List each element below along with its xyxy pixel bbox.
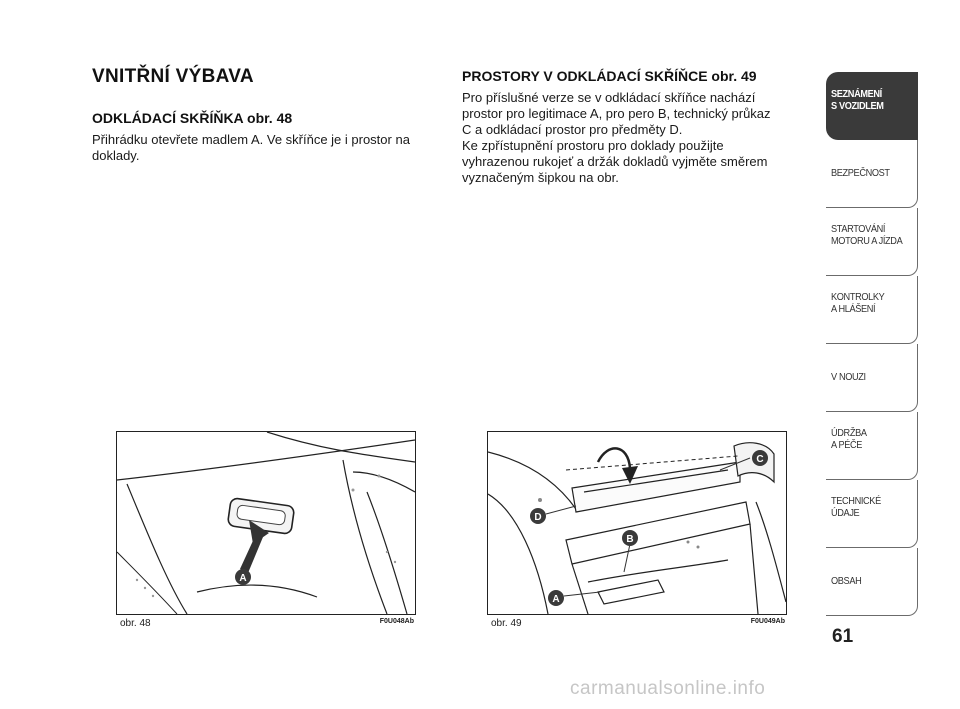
figure-48-caption: obr. 48 (120, 618, 151, 629)
section-title-compartments: PROSTORY V ODKLÁDACÍ SKŘÍŇCE obr. 49 (462, 68, 757, 84)
callout-d (530, 508, 546, 524)
tab-kontrolky[interactable]: KONTROLKY A HLÁŠENÍ (826, 276, 918, 344)
svg-text:A: A (239, 573, 247, 584)
tab-startovani[interactable]: STARTOVÁNÍ MOTORU A JÍZDA (826, 208, 918, 276)
main-title: VNITŘNÍ VÝBAVA (92, 66, 254, 87)
chapter-sidebar (826, 72, 918, 616)
svg-text:D: D (534, 512, 542, 523)
left-column (92, 66, 442, 164)
tab-technicke[interactable]: TECHNICKÉ ÚDAJE (826, 480, 918, 548)
figure-49-caption: obr. 49 (491, 618, 522, 629)
figure-49-illustration (487, 431, 787, 615)
svg-text:A: A (552, 594, 560, 605)
callout-a-49 (548, 590, 564, 606)
section-title-glovebox: ODKLÁDACÍ SKŘÍŇKA obr. 48 (92, 110, 293, 126)
compartments-text: Pro příslušné verze se v odkládací skříňce nachází prostor pro legitimace A, pro pero B, technický průkaz C a odkládací prostor pro předměty D. Ke zpřístupnění prostoru pro doklady použijte vyhrazenou rukojeť a držák dokladů vyjměte směrem vyznačeným šipkou na obr. (462, 90, 771, 185)
figure-48-illustration (116, 431, 416, 615)
callout-c (752, 450, 768, 466)
tab-obsah[interactable]: OBSAH (826, 548, 918, 616)
figure-48-caption-row (116, 617, 416, 633)
svg-text:C: C (756, 454, 764, 465)
right-column (462, 66, 807, 186)
callout-b (622, 530, 638, 546)
callout-a-48 (235, 569, 251, 585)
glovebox-text: Přihrádku otevřete madlem A. Ve skříňce je i prostor na doklady. (92, 132, 410, 163)
tab-seznameni[interactable]: SEZNÁMENÍ S VOZIDLEM (826, 72, 918, 140)
tab-v-nouzi[interactable]: V NOUZI (826, 344, 918, 412)
figure-48 (116, 431, 416, 633)
figure-49-caption-row (487, 617, 787, 633)
figure-49-code: F0U049Ab (750, 618, 785, 625)
figure-49 (487, 431, 787, 633)
svg-text:B: B (626, 534, 634, 545)
watermark: carmanualsonline.info (570, 678, 766, 699)
figure-48-code: F0U048Ab (379, 618, 414, 625)
tab-bezpecnost[interactable]: BEZPEČNOST (826, 140, 918, 208)
page-number: 61 (832, 626, 854, 647)
tab-udrzba[interactable]: ÚDRŽBA A PÉČE (826, 412, 918, 480)
